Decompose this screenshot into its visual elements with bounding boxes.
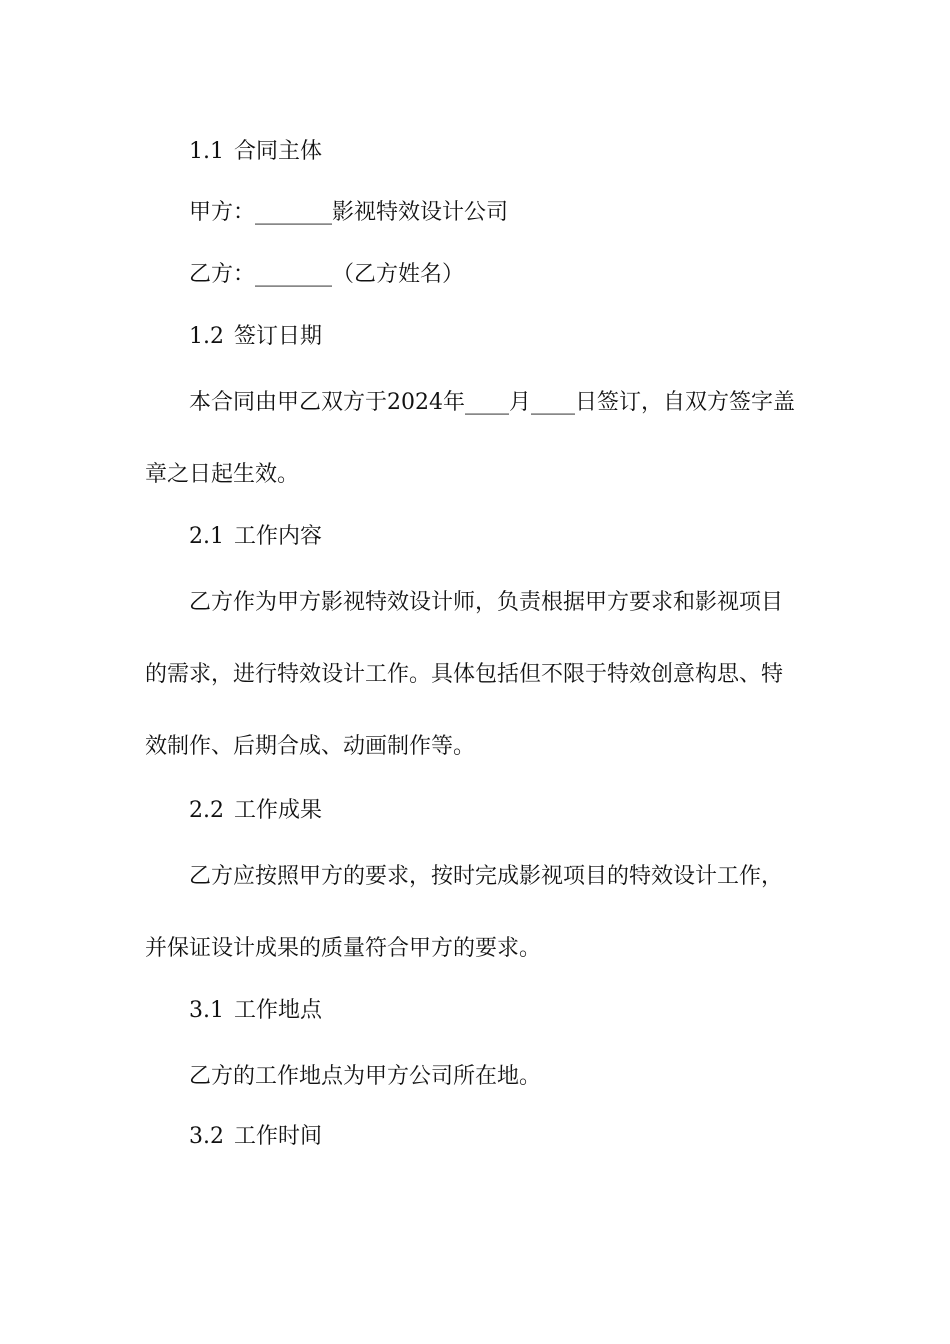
section-title: 签订日期 [234,324,323,349]
work-location-line: 乙方的工作地点为甲方公司所在地。 [189,1064,542,1089]
signing-paragraph-line-2: 章之日起生效。 [145,462,300,487]
section-number: 1.2 [189,324,224,349]
party-a-line: 甲方：_______影视特效设计公司 [189,200,509,225]
party-b-line: 乙方：_______（乙方姓名） [189,262,465,287]
signing-paragraph-line-1: 本合同由甲乙双方于2024年____月____日签订，自双方签字盖 [189,390,795,415]
section-number: 2.2 [189,798,224,823]
section-heading-1-2 [189,322,322,352]
work-content-line-3: 效制作、后期合成、动画制作等。 [145,734,476,759]
section-title: 工作内容 [234,524,323,549]
work-result-line-1: 乙方应按照甲方的要求，按时完成影视项目的特效设计工作， [189,864,784,889]
section-heading-3-1 [189,996,322,1026]
section-title: 工作成果 [234,798,323,823]
section-number: 1.1 [189,139,224,164]
section-heading-2-1 [189,522,322,552]
section-number: 3.1 [189,998,224,1023]
section-title: 合同主体 [234,139,323,164]
work-content-line-2: 的需求，进行特效设计工作。具体包括但不限于特效创意构思、特 [145,662,784,687]
section-number: 2.1 [189,524,224,549]
section-title: 工作地点 [234,998,323,1023]
work-content-line-1: 乙方作为甲方影视特效设计师，负责根据甲方要求和影视项目 [189,590,784,615]
section-number: 3.2 [189,1124,224,1149]
section-heading-1-1 [189,137,322,167]
work-result-line-2: 并保证设计成果的质量符合甲方的要求。 [145,936,542,961]
section-title: 工作时间 [234,1124,323,1149]
section-heading-3-2 [189,1122,322,1152]
section-heading-2-2 [189,796,322,826]
